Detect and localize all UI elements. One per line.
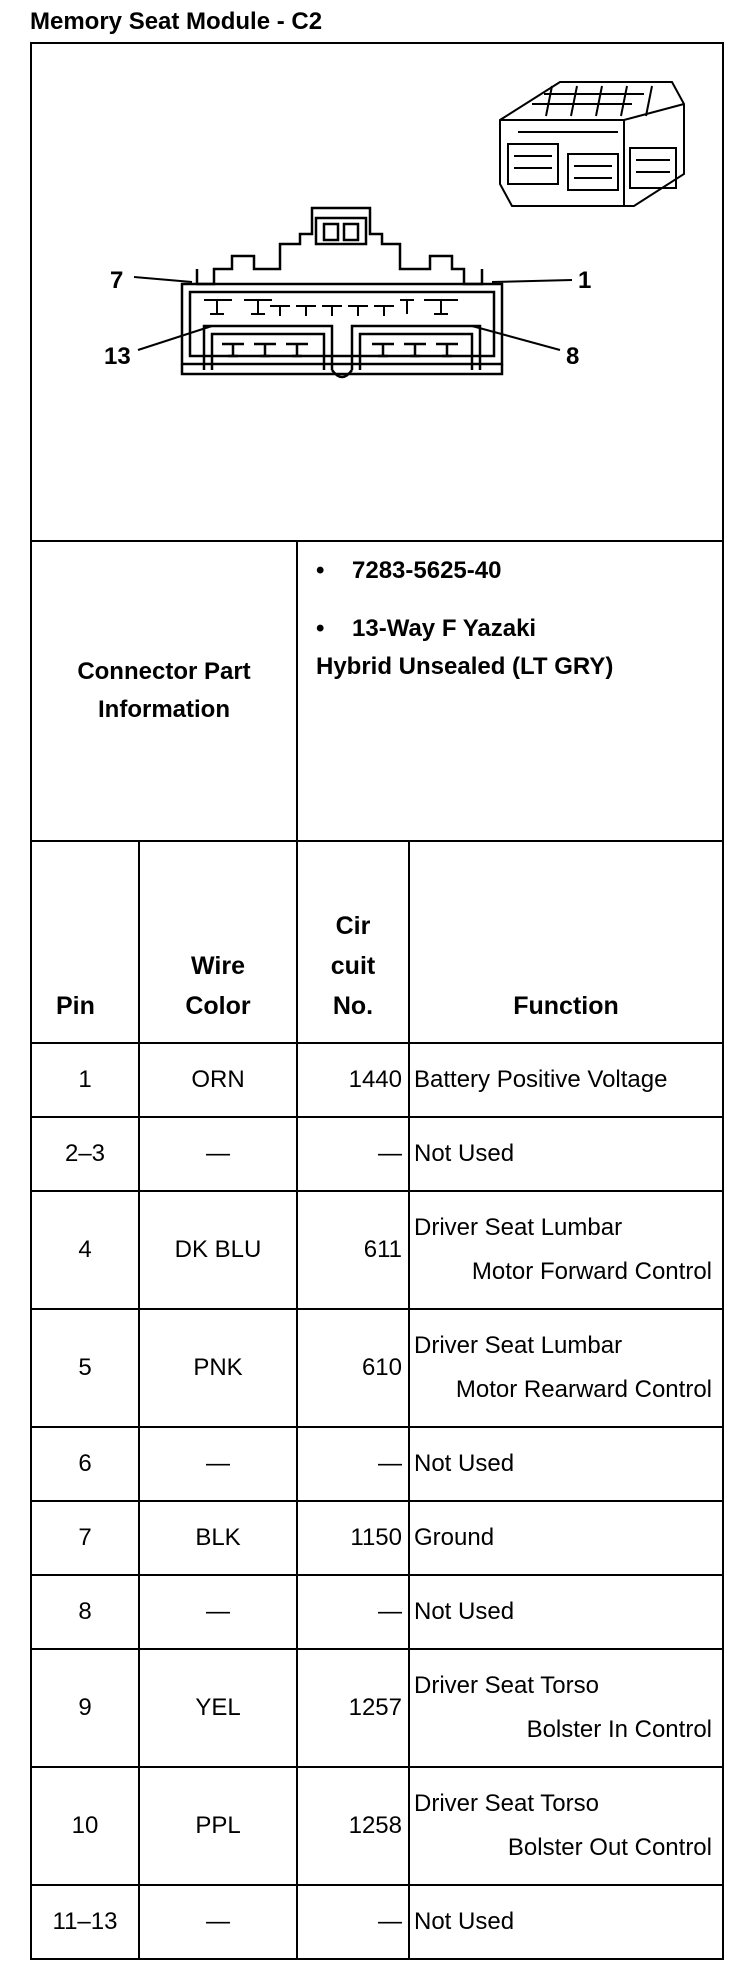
wire-color-cell: — [139, 1117, 297, 1191]
function-cell [409, 1575, 723, 1649]
connector-info-value [297, 541, 723, 841]
header-pin: Pin [31, 841, 139, 1043]
pin-cell: 1 [31, 1043, 139, 1117]
circuit-cell: 611 [297, 1191, 409, 1309]
connector-diagram-cell [31, 43, 723, 541]
wire-color-cell: BLK [139, 1501, 297, 1575]
table-row [31, 1885, 723, 1959]
connector-table [30, 42, 724, 1960]
pin-cell: 5 [31, 1309, 139, 1427]
connector-info-label-line1: Connector Part [77, 658, 251, 685]
connector-face [182, 208, 502, 364]
table-row [31, 1649, 723, 1767]
part-number-line [316, 552, 722, 590]
table-row [31, 1117, 723, 1191]
header-function: Function [409, 841, 723, 1043]
table-row [31, 1309, 723, 1427]
function-line1: Driver Seat Lumbar [414, 1332, 623, 1359]
wire-color-cell: PNK [139, 1309, 297, 1427]
wire-color-cell: DK BLU [139, 1191, 297, 1309]
pin-cell: 8 [31, 1575, 139, 1649]
function-line1: Not Used [414, 1450, 515, 1477]
function-line1: Battery Positive Voltage [414, 1066, 668, 1093]
bottom-cavities [182, 326, 502, 377]
connector-3d-icon [500, 82, 684, 206]
pin-cell: 4 [31, 1191, 139, 1309]
connector-desc-line1: 13-Way F Yazaki [352, 615, 537, 642]
table-header-row [31, 841, 723, 1043]
table-row [31, 1043, 723, 1117]
header-wire-color: Wire Color [139, 841, 297, 1043]
circuit-cell: 610 [297, 1309, 409, 1427]
circuit-cell: 1440 [297, 1043, 409, 1117]
top-row-terminals [204, 300, 458, 316]
function-cell [409, 1043, 723, 1117]
table-row [31, 1501, 723, 1575]
function-line1: Ground [414, 1524, 495, 1551]
header-circuit-no: Cir cuit No. [297, 841, 409, 1043]
function-cell [409, 1427, 723, 1501]
circuit-cell: 1257 [297, 1649, 409, 1767]
function-line1: Driver Seat Torso [414, 1790, 599, 1817]
connector-desc [316, 610, 722, 686]
circuit-cell: — [297, 1575, 409, 1649]
bullet-icon: • [316, 615, 325, 642]
table-row [31, 1575, 723, 1649]
function-cell [409, 1117, 723, 1191]
function-line2: Motor Forward Control [471, 1258, 712, 1285]
page-title: Memory Seat Module - C2 [30, 8, 323, 35]
function-cell [409, 1309, 723, 1427]
wire-color-cell: — [139, 1885, 297, 1959]
function-line1: Not Used [414, 1598, 515, 1625]
part-number: 7283-5625-40 [352, 557, 502, 584]
function-cell [409, 1649, 723, 1767]
function-line2: Bolster Out Control [507, 1834, 712, 1861]
function-line1: Driver Seat Lumbar [414, 1214, 623, 1241]
table-row [31, 1767, 723, 1885]
pin-13-label: 13 [104, 343, 131, 370]
circuit-cell: — [297, 1885, 409, 1959]
circuit-cell: — [297, 1427, 409, 1501]
wire-color-cell: ORN [139, 1043, 297, 1117]
circuit-cell: 1258 [297, 1767, 409, 1885]
function-line1: Not Used [414, 1140, 515, 1167]
pin-cell: 9 [31, 1649, 139, 1767]
circuit-cell: 1150 [297, 1501, 409, 1575]
function-cell [409, 1191, 723, 1309]
function-line1: Driver Seat Torso [414, 1672, 599, 1699]
function-line1: Not Used [414, 1908, 515, 1935]
pin-cell: 11–13 [31, 1885, 139, 1959]
function-line2: Motor Rearward Control [455, 1376, 712, 1403]
wire-color-cell: PPL [139, 1767, 297, 1885]
connector-desc-line2: Hybrid Unsealed (LT GRY) [316, 653, 614, 680]
connector-diagram [32, 44, 722, 538]
pin-cell: 10 [31, 1767, 139, 1885]
function-line2: Bolster In Control [526, 1716, 712, 1743]
connector-info-label [31, 541, 297, 841]
wire-color-cell: — [139, 1427, 297, 1501]
function-cell [409, 1885, 723, 1959]
pin-1-label: 1 [578, 267, 592, 294]
pin-8-label: 8 [566, 343, 580, 370]
connector-info-label-line2: Information [98, 696, 230, 723]
pin-7-label: 7 [110, 267, 124, 294]
function-cell [409, 1501, 723, 1575]
pin-cell: 7 [31, 1501, 139, 1575]
table-row [31, 1427, 723, 1501]
function-cell [409, 1767, 723, 1885]
pin-cell: 6 [31, 1427, 139, 1501]
circuit-cell: — [297, 1117, 409, 1191]
pin-cell: 2–3 [31, 1117, 139, 1191]
table-row [31, 1191, 723, 1309]
bullet-icon: • [316, 557, 325, 584]
table-body [31, 1043, 723, 1959]
wire-color-cell: YEL [139, 1649, 297, 1767]
wire-color-cell: — [139, 1575, 297, 1649]
